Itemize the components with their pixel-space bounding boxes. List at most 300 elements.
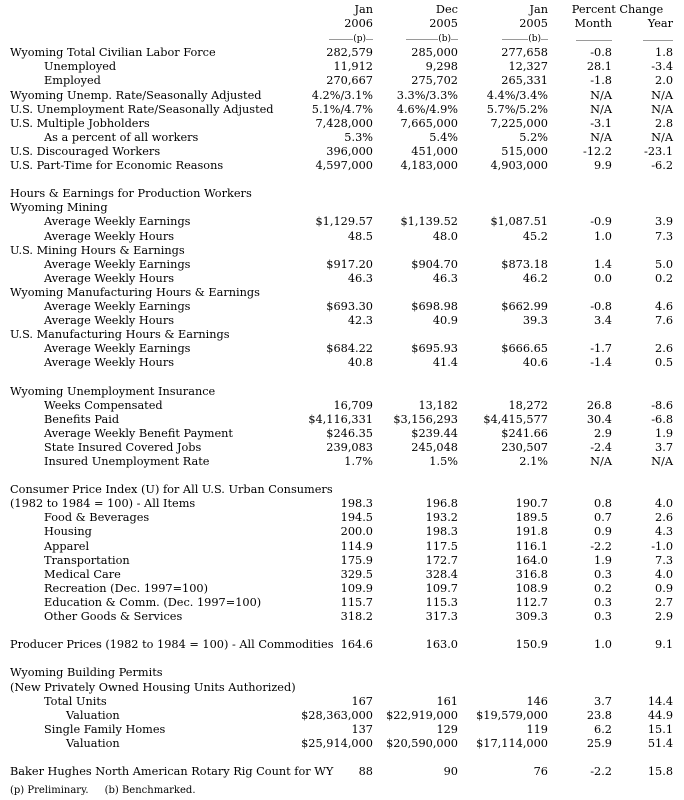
row-label: Average Weekly Hours xyxy=(44,271,175,285)
cell-pct-month: N/A xyxy=(590,102,612,116)
table-row xyxy=(10,314,673,328)
cell-pct-month: -0.8 xyxy=(590,299,612,313)
cell-pct-month: 25.9 xyxy=(586,736,612,750)
row-label: Valuation xyxy=(66,736,120,750)
section-label: Wyoming Unemployment Insurance xyxy=(10,384,216,398)
cell-dec2005: 285,000 xyxy=(411,46,458,60)
cell-pct-year: 15.8 xyxy=(647,765,674,779)
row-label: Average Weekly Earnings xyxy=(44,342,191,356)
row-label: Producer Prices (1982 to 1984 = 100) - All Commodities xyxy=(10,638,334,652)
cell-dec2005: 115.3 xyxy=(425,595,458,609)
cell-pct-year: 7.6 xyxy=(655,314,674,328)
cell-dec2005: 129 xyxy=(436,722,458,736)
cell-jan2006: 46.3 xyxy=(347,271,373,285)
row-label: Insured Unemployment Rate xyxy=(44,455,210,468)
cell-dec2005: 9,298 xyxy=(425,60,458,74)
underline-rule xyxy=(643,40,673,42)
cell-jan2006: 329.5 xyxy=(340,567,373,581)
cell-pct-year: N/A xyxy=(651,88,674,102)
table-body xyxy=(10,46,673,779)
cell-jan2006: $246.35 xyxy=(326,426,373,440)
cell-pct-year: 0.2 xyxy=(655,271,674,285)
table-row xyxy=(10,427,673,441)
row-label: Average Weekly Hours xyxy=(44,229,175,243)
cell-dec2005: 1.5% xyxy=(429,455,458,468)
cell-pct-month: 1.0 xyxy=(594,638,612,652)
cell-pct-month: 28.1 xyxy=(586,60,612,74)
row-label: Baker Hughes North American Rotary Rig Count for WY xyxy=(10,765,334,779)
cell-pct-year: 44.9 xyxy=(647,708,674,722)
cell-pct-month: 0.3 xyxy=(594,610,612,624)
cell-dec2005: 3.3%/3.3% xyxy=(396,88,458,102)
cell-jan2006: 88 xyxy=(358,765,373,779)
section-row xyxy=(10,187,673,201)
cell-jan2005: 108.9 xyxy=(515,581,548,595)
table-row xyxy=(10,638,673,652)
cell-dec2005: $1,139.52 xyxy=(400,215,458,229)
cell-jan2005: 12,327 xyxy=(508,60,548,74)
table-row xyxy=(10,215,673,229)
spacer-cell xyxy=(10,652,673,666)
cell-jan2006: 198.3 xyxy=(340,497,373,511)
cell-pct-year: 1.9 xyxy=(655,426,674,440)
table-row xyxy=(10,300,673,314)
cell-dec2005: 198.3 xyxy=(425,525,458,539)
cell-jan2006: 137 xyxy=(351,722,373,736)
footnote-preliminary: (p) Preliminary. xyxy=(10,785,89,797)
section-label: (New Privately Owned Housing Units Authorized) xyxy=(10,680,296,694)
cell-jan2005: 230,507 xyxy=(501,440,548,454)
cell-jan2005: 116.1 xyxy=(515,539,548,553)
cell-dec2005: 46.3 xyxy=(432,271,458,285)
row-label: Wyoming Unemp. Rate/Seasonally Adjusted xyxy=(10,88,262,102)
cell-dec2005: 245,048 xyxy=(411,440,458,454)
cell-jan2006: $28,363,000 xyxy=(301,708,373,722)
cell-jan2006: 396,000 xyxy=(326,144,373,158)
cell-jan2005: 76 xyxy=(533,765,548,779)
section-label: U.S. Manufacturing Hours & Earnings xyxy=(10,328,230,342)
row-label: (1982 to 1984 = 100) - All Items xyxy=(10,497,196,511)
cell-pct-year: 2.9 xyxy=(655,610,674,624)
section-row xyxy=(10,328,673,342)
row-label: U.S. Unemployment Rate/Seasonally Adjusted xyxy=(10,102,274,116)
cell-jan2005: 190.7 xyxy=(515,497,548,511)
cell-jan2005: 146 xyxy=(526,694,548,708)
cell-jan2005: 119 xyxy=(526,722,548,736)
cell-pct-month: -1.7 xyxy=(590,342,612,356)
section-label: Consumer Price Index (U) for All U.S. Urban Consumers xyxy=(10,483,333,497)
cell-dec2005: $20,590,000 xyxy=(386,736,458,750)
footnotes xyxy=(10,785,684,797)
cell-jan2005: 5.7%/5.2% xyxy=(486,102,548,116)
cell-pct-month: 1.0 xyxy=(594,229,612,243)
cell-jan2005: 40.6 xyxy=(522,356,548,370)
cell-jan2006: 1.7% xyxy=(344,455,373,468)
cell-dec2005: 196.8 xyxy=(425,497,458,511)
cell-pct-year: 15.1 xyxy=(647,722,674,736)
cell-jan2005: 46.2 xyxy=(522,271,548,285)
spacer-cell xyxy=(10,751,673,765)
cell-jan2005: 7,225,000 xyxy=(490,116,548,130)
row-label: Apparel xyxy=(44,539,90,553)
table-row xyxy=(10,131,673,145)
cell-pct-year: N/A xyxy=(651,455,674,468)
underline-rule xyxy=(502,39,528,41)
row-label: U.S. Multiple Jobholders xyxy=(10,116,150,130)
cell-jan2006: 5.1%/4.7% xyxy=(311,102,373,116)
section-row xyxy=(10,385,673,399)
table-row xyxy=(10,568,673,582)
header-row-year xyxy=(10,17,673,31)
section-row xyxy=(10,483,673,497)
row-label: Average Weekly Earnings xyxy=(44,257,191,271)
header-spacer xyxy=(10,31,280,46)
cell-jan2005: 4,903,000 xyxy=(490,159,548,173)
cell-jan2006: $917.20 xyxy=(326,257,373,271)
table-row xyxy=(10,525,673,539)
table-row xyxy=(10,596,673,610)
cell-pct-month: 0.3 xyxy=(594,567,612,581)
cell-pct-year: 5.0 xyxy=(655,257,674,271)
cell-jan2005: $1,087.51 xyxy=(490,215,548,229)
cell-dec2005: 41.4 xyxy=(432,356,458,370)
cell-jan2005: $873.18 xyxy=(501,257,548,271)
spacer-row xyxy=(10,370,673,384)
row-label: Average Weekly Benefit Payment xyxy=(44,426,233,440)
table-row xyxy=(10,399,673,413)
table-row xyxy=(10,117,673,131)
table-row xyxy=(10,540,673,554)
spacer-cell xyxy=(10,469,673,483)
row-label: Valuation xyxy=(66,708,120,722)
cell-pct-month: 0.3 xyxy=(594,595,612,609)
table-row xyxy=(10,455,673,469)
section-row xyxy=(10,681,673,695)
cell-pct-month: 0.9 xyxy=(594,525,612,539)
cell-jan2005: 18,272 xyxy=(508,398,548,412)
cell-jan2006: 114.9 xyxy=(340,539,373,553)
cell-jan2006: 4.2%/3.1% xyxy=(311,88,373,102)
table-row xyxy=(10,103,673,117)
table-row xyxy=(10,230,673,244)
header-spacer xyxy=(10,17,280,31)
table-row xyxy=(10,582,673,596)
cell-dec2005: 13,182 xyxy=(418,398,458,412)
table-row xyxy=(10,413,673,427)
cell-jan2005: 150.9 xyxy=(515,638,548,652)
row-label: Transportation xyxy=(44,553,130,567)
cell-dec2005: 172.7 xyxy=(425,553,458,567)
cell-pct-year: -6.8 xyxy=(651,412,674,426)
table-row xyxy=(10,695,673,709)
row-label: U.S. Part-Time for Economic Reasons xyxy=(10,159,224,173)
header-col2-rule xyxy=(373,31,458,46)
table-row xyxy=(10,342,673,356)
statistics-table xyxy=(10,3,673,779)
cell-pct-year: 3.9 xyxy=(655,215,674,229)
row-label: As a percent of all workers xyxy=(44,130,199,144)
row-label: Average Weekly Hours xyxy=(44,314,175,328)
cell-jan2006: $25,914,000 xyxy=(301,736,373,750)
section-label: U.S. Mining Hours & Earnings xyxy=(10,243,185,257)
table-row xyxy=(10,89,673,103)
spacer-cell xyxy=(10,624,673,638)
cell-dec2005: 4.6%/4.9% xyxy=(396,102,458,116)
header-col1-rule xyxy=(280,31,373,46)
cell-dec2005: 5.4% xyxy=(429,130,458,144)
cell-dec2005: $698.98 xyxy=(411,299,458,313)
header-col3-year: 2005 xyxy=(519,17,548,31)
section-label: Wyoming Manufacturing Hours & Earnings xyxy=(10,285,260,299)
cell-jan2005: 277,658 xyxy=(501,46,548,60)
row-label: Food & Beverages xyxy=(44,511,150,525)
cell-pct-year: 9.1 xyxy=(655,638,674,652)
cell-jan2005: 112.7 xyxy=(515,595,548,609)
cell-jan2005: $19,579,000 xyxy=(476,708,548,722)
underline-rule xyxy=(366,39,373,41)
cell-jan2006: 318.2 xyxy=(340,610,373,624)
cell-dec2005: 163.0 xyxy=(425,638,458,652)
cell-dec2005: 451,000 xyxy=(411,144,458,158)
cell-jan2006: 109.9 xyxy=(340,581,373,595)
cell-jan2005: 515,000 xyxy=(501,144,548,158)
header-col1-year: 2006 xyxy=(344,17,373,31)
cell-pct-month: 6.2 xyxy=(594,722,612,736)
header-row-month xyxy=(10,3,673,17)
cell-pct-year: 51.4 xyxy=(647,736,674,750)
cell-pct-month: 26.8 xyxy=(586,398,612,412)
row-label: Single Family Homes xyxy=(44,722,166,736)
cell-dec2005: $239.44 xyxy=(411,426,458,440)
cell-jan2006: $684.22 xyxy=(326,342,373,356)
header-col2-month: Dec xyxy=(435,3,458,16)
footnote-marker-b: (b) xyxy=(528,34,541,45)
cell-pct-year: -23.1 xyxy=(644,144,674,158)
cell-jan2006: 5.3% xyxy=(344,130,373,144)
cell-jan2005: 309.3 xyxy=(515,610,548,624)
cell-jan2006: 40.8 xyxy=(347,356,373,370)
cell-pct-year: -3.4 xyxy=(651,60,674,74)
cell-jan2006: $1,129.57 xyxy=(315,215,373,229)
cell-jan2005: 316.8 xyxy=(515,567,548,581)
cell-pct-year: 0.9 xyxy=(655,581,674,595)
cell-jan2006: 282,579 xyxy=(326,46,373,60)
cell-pct-month: N/A xyxy=(590,455,612,468)
cell-pct-year: 2.0 xyxy=(655,74,674,88)
cell-dec2005: $695.93 xyxy=(411,342,458,356)
row-label: Total Units xyxy=(44,694,107,708)
table-row xyxy=(10,272,673,286)
row-label: Employed xyxy=(44,74,101,88)
header-spacer xyxy=(10,3,280,17)
cell-jan2006: 194.5 xyxy=(340,511,373,525)
header-year-rule xyxy=(612,31,673,46)
cell-pct-month: 0.2 xyxy=(594,581,612,595)
cell-pct-month: -1.4 xyxy=(590,356,612,370)
cell-dec2005: 275,702 xyxy=(411,74,458,88)
cell-pct-year: N/A xyxy=(651,102,674,116)
cell-jan2006: 42.3 xyxy=(347,314,373,328)
underline-rule xyxy=(541,39,548,41)
cell-dec2005: 161 xyxy=(436,694,458,708)
table-row xyxy=(10,497,673,511)
row-label: Housing xyxy=(44,525,92,539)
table-row xyxy=(10,74,673,88)
cell-pct-year: 4.6 xyxy=(655,299,674,313)
row-label: Weeks Compensated xyxy=(44,398,163,412)
cell-pct-month: 9.9 xyxy=(594,159,612,173)
cell-jan2005: 39.3 xyxy=(522,314,548,328)
cell-jan2006: 7,428,000 xyxy=(315,116,373,130)
header-col2-year: 2005 xyxy=(429,17,458,31)
cell-jan2006: 115.7 xyxy=(340,595,373,609)
table-row xyxy=(10,709,673,723)
cell-dec2005: 117.5 xyxy=(425,539,458,553)
cell-pct-month: -3.1 xyxy=(590,116,612,130)
cell-jan2005: $241.66 xyxy=(501,426,548,440)
cell-pct-year: -6.2 xyxy=(651,159,674,173)
spacer-cell xyxy=(10,370,673,384)
table-header xyxy=(10,3,673,46)
section-row xyxy=(10,244,673,258)
table-row xyxy=(10,60,673,74)
table-row xyxy=(10,737,673,751)
cell-jan2006: $4,116,331 xyxy=(308,412,373,426)
spacer-row xyxy=(10,652,673,666)
row-label: Wyoming Total Civilian Labor Force xyxy=(10,46,216,60)
section-label: Wyoming Mining xyxy=(10,201,108,215)
cell-pct-year: -8.6 xyxy=(651,398,674,412)
footnote-benchmarked: (b) Benchmarked. xyxy=(104,785,196,797)
cell-dec2005: 4,183,000 xyxy=(400,159,458,173)
cell-pct-year: 4.3 xyxy=(655,525,674,539)
row-label: Average Weekly Earnings xyxy=(44,299,191,313)
table-row xyxy=(10,554,673,568)
cell-jan2005: 4.4%/3.4% xyxy=(486,88,548,102)
cell-pct-year: 14.4 xyxy=(647,694,674,708)
cell-jan2006: 48.5 xyxy=(347,229,373,243)
section-label: Wyoming Building Permits xyxy=(10,666,163,680)
cell-pct-month: -2.4 xyxy=(590,440,612,454)
cell-pct-month: N/A xyxy=(590,88,612,102)
cell-dec2005: 7,665,000 xyxy=(400,116,458,130)
row-label: Recreation (Dec. 1997=100) xyxy=(44,581,209,595)
cell-pct-year: -1.0 xyxy=(651,539,674,553)
cell-dec2005: $22,919,000 xyxy=(386,708,458,722)
cell-pct-month: 0.0 xyxy=(594,271,612,285)
cell-pct-month: -1.8 xyxy=(590,74,612,88)
spacer-cell xyxy=(10,173,673,187)
row-label: State Insured Covered Jobs xyxy=(44,440,202,454)
section-label: Hours & Earnings for Production Workers xyxy=(10,187,252,201)
cell-pct-month: -0.9 xyxy=(590,215,612,229)
cell-pct-month: 1.4 xyxy=(594,257,612,271)
cell-pct-month: 3.4 xyxy=(594,314,612,328)
cell-pct-year: 4.0 xyxy=(655,567,674,581)
cell-pct-month: -2.2 xyxy=(590,539,612,553)
cell-jan2006: 200.0 xyxy=(340,525,373,539)
cell-pct-year: 2.6 xyxy=(655,511,674,525)
header-col1-month: Jan xyxy=(354,3,373,16)
cell-pct-year: 3.7 xyxy=(655,440,674,454)
row-label: Average Weekly Hours xyxy=(44,356,175,370)
cell-jan2005: 191.8 xyxy=(515,525,548,539)
cell-dec2005: 193.2 xyxy=(425,511,458,525)
table-row xyxy=(10,441,673,455)
spacer-row xyxy=(10,751,673,765)
header-col3-rule xyxy=(458,31,548,46)
underline-rule xyxy=(406,39,438,41)
cell-jan2006: 270,667 xyxy=(326,74,373,88)
cell-pct-year: N/A xyxy=(651,130,674,144)
cell-jan2005: 5.2% xyxy=(519,130,548,144)
cell-pct-month: 0.8 xyxy=(594,497,612,511)
header-rule-row xyxy=(10,31,673,46)
cell-jan2006: 239,083 xyxy=(326,440,373,454)
row-label: Average Weekly Earnings xyxy=(44,215,191,229)
cell-pct-year: 2.6 xyxy=(655,342,674,356)
table-row xyxy=(10,356,673,370)
section-row xyxy=(10,286,673,300)
cell-jan2006: 4,597,000 xyxy=(315,159,373,173)
footnote-marker-p: (p) xyxy=(353,34,366,45)
cell-jan2006: 11,912 xyxy=(333,60,373,74)
table-row xyxy=(10,159,673,173)
cell-dec2005: 328.4 xyxy=(425,567,458,581)
cell-pct-month: 3.7 xyxy=(594,694,612,708)
cell-pct-year: 7.3 xyxy=(655,553,674,567)
cell-dec2005: 317.3 xyxy=(425,610,458,624)
table-row xyxy=(10,511,673,525)
cell-jan2005: 2.1% xyxy=(519,455,548,468)
header-percent-change: Percent Change xyxy=(571,3,664,16)
spacer-row xyxy=(10,469,673,483)
cell-pct-month: 1.9 xyxy=(594,553,612,567)
underline-rule xyxy=(576,40,612,42)
cell-pct-month: 30.4 xyxy=(586,412,612,426)
section-row xyxy=(10,666,673,680)
spacer-row xyxy=(10,173,673,187)
header-pct-year: Year xyxy=(647,17,674,31)
cell-jan2005: 164.0 xyxy=(515,553,548,567)
cell-dec2005: 48.0 xyxy=(432,229,458,243)
header-pct-month: Month xyxy=(574,17,612,31)
cell-pct-year: 1.8 xyxy=(655,46,674,60)
row-label: Other Goods & Services xyxy=(44,610,183,624)
cell-dec2005: $904.70 xyxy=(411,257,458,271)
underline-rule xyxy=(451,39,458,41)
cell-dec2005: $3,156,293 xyxy=(393,412,458,426)
cell-pct-month: 2.9 xyxy=(594,426,612,440)
cell-pct-month: -0.8 xyxy=(590,46,612,60)
cell-jan2005: $4,415,577 xyxy=(483,412,548,426)
header-month-rule xyxy=(548,31,612,46)
cell-pct-year: 2.7 xyxy=(655,595,674,609)
header-col3-month: Jan xyxy=(529,3,548,16)
table-row xyxy=(10,145,673,159)
cell-pct-month: 23.8 xyxy=(586,708,612,722)
row-label: Unemployed xyxy=(44,60,117,74)
cell-pct-month: -12.2 xyxy=(583,144,612,158)
row-label: Medical Care xyxy=(44,567,121,581)
cell-pct-month: 0.7 xyxy=(594,511,612,525)
cell-pct-year: 2.8 xyxy=(655,116,674,130)
cell-jan2006: 164.6 xyxy=(340,638,373,652)
cell-jan2006: 175.9 xyxy=(340,553,373,567)
cell-jan2005: 45.2 xyxy=(522,229,548,243)
table-row xyxy=(10,723,673,737)
row-label: Education & Comm. (Dec. 1997=100) xyxy=(44,595,262,609)
